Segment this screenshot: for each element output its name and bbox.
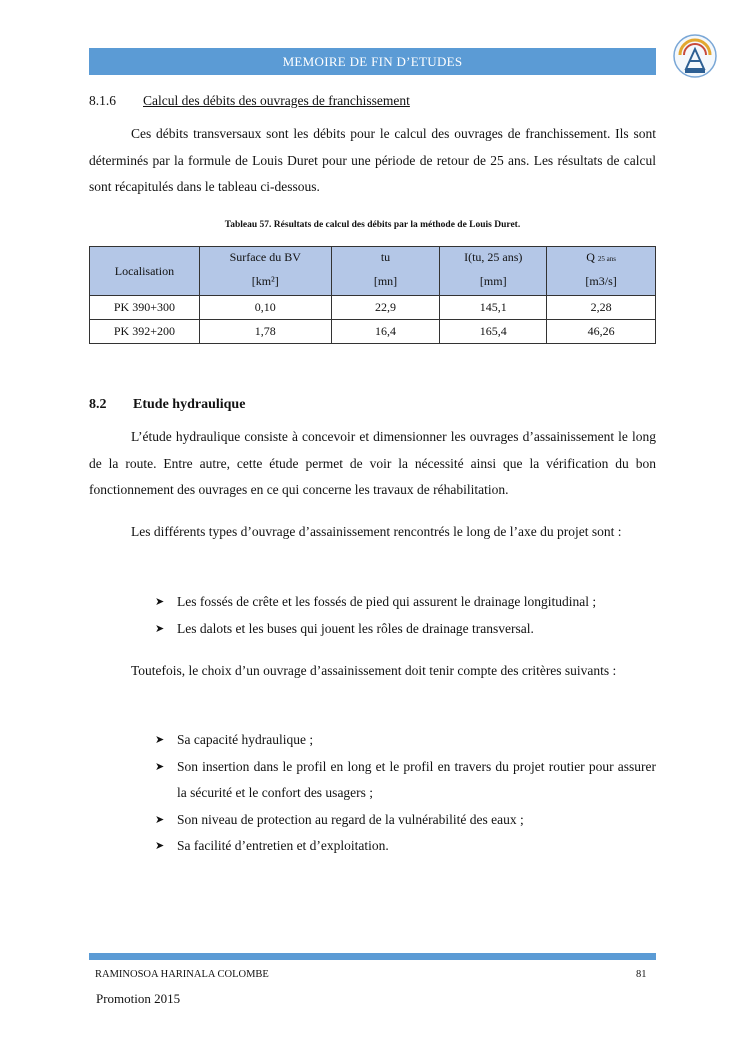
footer-promotion: Promotion 2015 [96, 991, 181, 1006]
cell-localisation: PK 392+200 [90, 320, 200, 344]
cell-tu: 16,4 [331, 320, 440, 344]
paragraph-works-types: Les différents types d’ouvrage d’assainissement rencontrés le long de l’axe du projet sont : [131, 524, 622, 539]
cell-discharge: 2,28 [547, 296, 656, 320]
page-header [89, 48, 656, 75]
cell-localisation: PK 390+300 [90, 296, 200, 320]
arrowhead-bullet-icon: ➤ [155, 813, 165, 826]
cell-tu: 22,9 [331, 296, 440, 320]
results-table [89, 246, 656, 344]
list-item: ➤ Les fossés de crête et les fossés de pied qui assurent le drainage longitudinal ; [155, 589, 656, 616]
arrowhead-bullet-icon: ➤ [155, 840, 165, 852]
heading-number: 8.2 [89, 397, 107, 412]
header-surface: Surface du BV [km²] [199, 247, 331, 296]
section-title: Calcul des débits des ouvrages de franchissement [143, 93, 410, 108]
arrowhead-bullet-icon: ➤ [155, 734, 165, 746]
school-emblem-icon [672, 33, 718, 79]
works-types-list [155, 589, 656, 642]
list-item: ➤ Sa capacité hydraulique ; [155, 727, 656, 754]
cell-discharge: 46,26 [547, 320, 656, 344]
cell-intensity: 165,4 [440, 320, 547, 344]
arrowhead-bullet-icon: ➤ [155, 760, 165, 773]
cell-surface: 1,78 [199, 320, 331, 344]
list-item: ➤ Sa facilité d’entretien et d’exploitation. [155, 833, 656, 860]
cell-surface: 0,10 [199, 296, 331, 320]
table-row [90, 296, 656, 320]
header-intensity: I(tu, 25 ans) [mm] [440, 247, 547, 296]
footer-author: RAMINOSOA HARINALA COLOMBE [95, 969, 269, 980]
header-discharge: Q 25 ans [m3/s] [547, 247, 656, 296]
page-number: 81 [636, 969, 647, 980]
table-row [90, 320, 656, 344]
table-header-row [90, 247, 656, 296]
footer-divider [89, 953, 656, 960]
cell-intensity: 145,1 [440, 296, 547, 320]
table-caption: Tableau 57. Résultats de calcul des débits par la méthode de Louis Duret. [224, 220, 521, 230]
paragraph-hydraulic-study: L’étude hydraulique consiste à concevoir et dimensionner les ouvrages d’assainissement le long de la route. Entre autre, cette étude permet de voir la nécessité ainsi que la vérification du bon fonctionnement des ouvrages en ce qui concerne les travaux de réhabilitation. [89, 429, 656, 497]
list-item: ➤ Son niveau de protection au regard de la vulnérabilité des eaux ; [155, 807, 656, 834]
heading-title: Etude hydraulique [133, 397, 246, 412]
header-tu: tu [mn] [331, 247, 440, 296]
header-localisation: Localisation [90, 247, 200, 296]
list-item: ➤ Son insertion dans le profil en long et le profil en travers du projet routier pour assurer la sécurité et le confort des usagers ; [155, 754, 656, 807]
arrowhead-bullet-icon: ➤ [155, 622, 165, 635]
list-item: ➤ Les dalots et les buses qui jouent les rôles de drainage transversal. [155, 616, 656, 643]
paragraph-debits: Ces débits transversaux sont les débits pour le calcul des ouvrages de franchissement. Ils sont déterminés par la formule de Louis Duret pour une période de retour de 25 ans. Les résultats de calcul sont récapitulés dans le tableau ci-dessous. [89, 126, 656, 194]
paragraph-criteria: Toutefois, le choix d’un ouvrage d’assainissement doit tenir compte des critères suivants : [131, 663, 617, 678]
section-number: 8.1.6 [89, 93, 116, 108]
header-title: MEMOIRE DE FIN D’ETUDES [282, 53, 463, 69]
criteria-list [155, 727, 656, 860]
arrowhead-bullet-icon: ➤ [155, 596, 165, 608]
